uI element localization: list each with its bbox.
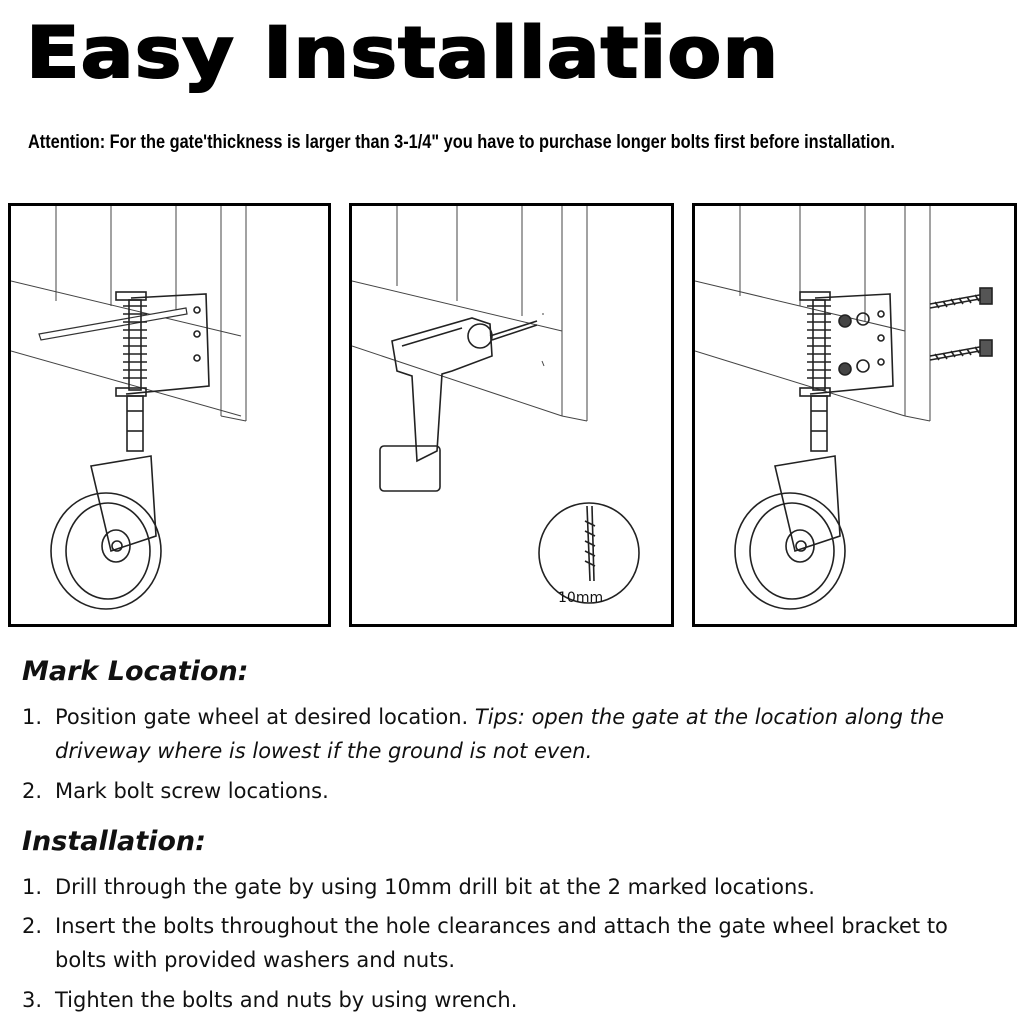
step-text: Tighten the bolts and nuts by using wrench. [55, 988, 518, 1012]
step-text: Insert the bolts throughout the hole clearances and attach the gate wheel bracket to bolts with provided washers and nuts. [55, 914, 948, 972]
drill-bit-size-label: 10mm [558, 590, 604, 606]
install-step-2 [22, 909, 1002, 977]
step-number: 2. [22, 914, 43, 938]
step-text: Drill through the gate by using 10mm drill bit at the 2 marked locations. [55, 875, 815, 899]
installation-heading: Installation: [22, 826, 206, 857]
attention-note: Attention: For the gate'thickness is larger than 3-1/4" you have to purchase longer bolts first before installation. [28, 132, 895, 153]
install-step-1 [22, 870, 1002, 904]
illustration-mark-location [8, 203, 331, 627]
step-tip: Tips: open the gate at the location along the driveway where is lowest if the ground is not even. [55, 705, 945, 763]
mark-location-heading: Mark Location: [22, 656, 249, 687]
wheel-icon [51, 456, 161, 609]
step-text: Mark bolt screw locations. [55, 779, 329, 803]
step-number: 3. [22, 988, 43, 1012]
step-number: 1. [22, 705, 43, 729]
illustration-drill [349, 203, 674, 627]
power-drill-icon [380, 318, 537, 491]
step-text: Position gate wheel at desired location. [55, 705, 475, 729]
install-step-3 [22, 983, 1002, 1017]
drill-bit-detail [539, 503, 639, 603]
page-title: Easy Installation [26, 12, 780, 94]
mark-step-2 [22, 774, 1002, 808]
pencil-icon [39, 308, 187, 340]
step-number: 1. [22, 875, 43, 899]
step-number: 2. [22, 779, 43, 803]
illustration-bolts-installed [692, 203, 1017, 627]
bolt-icon [930, 288, 992, 360]
mark-step-1 [22, 700, 1002, 768]
spring-icon [123, 300, 147, 451]
